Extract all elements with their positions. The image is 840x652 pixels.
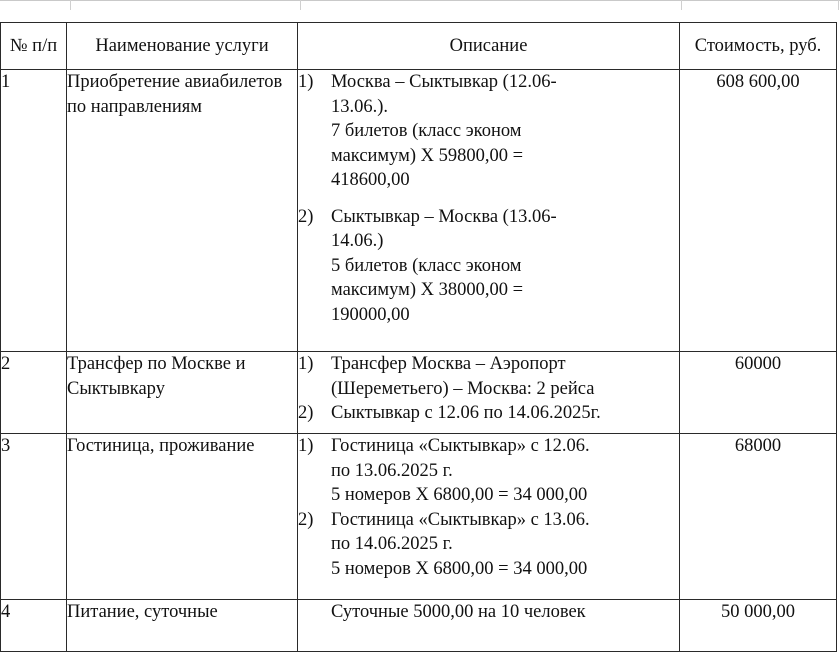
column-guide <box>300 0 301 10</box>
list-item <box>298 352 679 401</box>
list-marker: 2) <box>298 509 314 530</box>
column-guide <box>838 0 839 10</box>
description-line: Гостиница «Сыктывкар» с 12.06. <box>331 436 590 456</box>
description-cell <box>298 434 680 600</box>
description-line: 418600,00 <box>331 170 410 190</box>
description-line: максимум) Х 59800,00 = <box>331 145 524 166</box>
description-line: 190000,00 <box>331 304 410 325</box>
list-spacer <box>298 193 679 205</box>
description-line: максимум) Х 38000,00 = <box>331 280 524 300</box>
description-line: (Шереметьего) – Москва: 2 рейса <box>331 378 595 399</box>
column-guide <box>681 0 682 10</box>
cost-value: 608 600,00 <box>680 70 837 352</box>
description-line: Сыктывкар – Москва (13.06- <box>331 206 557 227</box>
service-name: Приобретение авиабилетов по направлениям <box>67 70 298 352</box>
row-number: 2 <box>1 352 67 434</box>
row-number: 1 <box>1 70 67 352</box>
header-service-name: Наименование услуги <box>67 23 298 70</box>
header-description: Описание <box>298 23 680 70</box>
row-number: 3 <box>1 434 67 600</box>
service-name: Трансфер по Москве и Сыктывкару <box>67 352 298 434</box>
column-guide <box>70 0 71 10</box>
cost-value: 50 000,00 <box>680 600 837 652</box>
description-line: 13.06.). <box>331 96 389 117</box>
table-row <box>1 70 837 352</box>
description-line: 14.06.) <box>331 231 384 251</box>
list-item <box>298 434 679 508</box>
page-top-rule <box>0 0 840 1</box>
description-cell <box>298 70 680 352</box>
description-line: Суточные 5000,00 на 10 человек <box>331 602 586 622</box>
list-item <box>298 401 679 426</box>
list-marker: 2) <box>298 206 314 227</box>
services-table <box>0 22 837 652</box>
description-line: 5 номеров Х 6800,00 = 34 000,00 <box>331 485 588 505</box>
description-line: Сыктывкар с 12.06 по 14.06.2025г. <box>331 403 601 423</box>
list-item <box>298 70 679 193</box>
service-name: Питание, суточные <box>67 600 298 652</box>
table-row <box>1 352 837 434</box>
list-marker: 2) <box>298 403 314 423</box>
description-line: 5 номеров Х 6800,00 = 34 000,00 <box>331 558 588 579</box>
description-cell <box>298 600 680 652</box>
list-item <box>298 508 679 582</box>
cost-value: 60000 <box>680 352 837 434</box>
description-line: Гостиница «Сыктывкар» с 13.06. <box>331 509 590 530</box>
description-line: Трансфер Москва – Аэропорт <box>331 354 566 374</box>
description-line: по 14.06.2025 г. <box>331 534 453 554</box>
description-line: Москва – Сыктывкар (12.06- <box>331 72 557 92</box>
list-marker: 1) <box>298 354 314 374</box>
row-number: 4 <box>1 600 67 652</box>
list-marker: 1) <box>298 72 314 92</box>
description-line: 7 билетов (класс эконом <box>331 121 522 141</box>
description-line: 5 билетов (класс эконом <box>331 255 522 276</box>
list-marker: 1) <box>298 436 314 456</box>
description-line: по 13.06.2025 г. <box>331 460 453 481</box>
table-row <box>1 600 837 652</box>
table-header-row <box>1 23 837 70</box>
service-name: Гостиница, проживание <box>67 434 298 600</box>
cost-value: 68000 <box>680 434 837 600</box>
header-number: № п/п <box>1 23 67 70</box>
list-item <box>298 205 679 328</box>
description-cell <box>298 352 680 434</box>
table-row <box>1 434 837 600</box>
header-cost: Стоимость, руб. <box>680 23 837 70</box>
